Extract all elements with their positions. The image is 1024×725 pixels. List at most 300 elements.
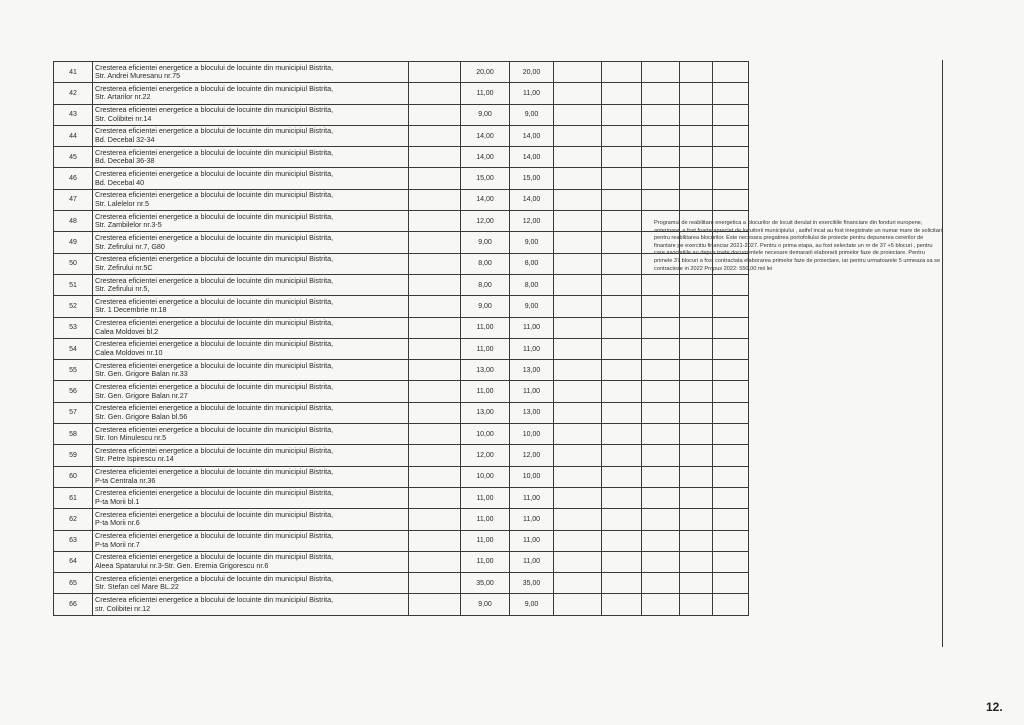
empty-cell [642, 83, 680, 104]
empty-cell [642, 62, 680, 83]
empty-cell [554, 338, 602, 359]
empty-cell [602, 381, 642, 402]
empty-cell [713, 296, 749, 317]
empty-cell [713, 402, 749, 423]
empty-cell [409, 402, 461, 423]
row-number: 47 [54, 189, 93, 210]
description-line-1: Cresterea eficientei energetice a blocului de locuinte din municipiul Bistrita, [95, 509, 334, 519]
description-line-1: Cresterea eficientei energetice a blocului de locuinte din municipiul Bistrita, [95, 488, 334, 498]
empty-cell [713, 338, 749, 359]
empty-cell [554, 381, 602, 402]
value-total: 12,00 [461, 211, 510, 232]
table-row [54, 424, 749, 445]
value-2022: 11,00 [510, 509, 554, 530]
empty-cell [409, 509, 461, 530]
value-2022: 11,00 [510, 551, 554, 572]
empty-cell [602, 62, 642, 83]
value-total: 14,00 [461, 189, 510, 210]
empty-cell [642, 338, 680, 359]
project-description [93, 360, 409, 381]
empty-cell [642, 317, 680, 338]
value-total: 13,00 [461, 360, 510, 381]
description-line-1: Cresterea eficientei energetice a blocului de locuinte din municipiul Bistrita, [95, 318, 334, 328]
description-line-2: Bd. Decebal 36-38 [95, 156, 155, 166]
project-description [93, 83, 409, 104]
empty-cell [602, 189, 642, 210]
empty-cell [554, 594, 602, 615]
description-line-2: Str. Zefirului nr.7, G80 [95, 241, 165, 251]
project-description [93, 317, 409, 338]
table-row [54, 594, 749, 615]
description-line-2: Str. Artarilor nr.22 [95, 92, 151, 102]
value-2022: 11,00 [510, 487, 554, 508]
empty-cell [409, 594, 461, 615]
value-2022: 12,00 [510, 445, 554, 466]
right-border-line [942, 60, 943, 647]
empty-cell [602, 338, 642, 359]
row-number: 48 [54, 211, 93, 232]
value-total: 15,00 [461, 168, 510, 189]
table-row [54, 509, 749, 530]
table-row [54, 147, 749, 168]
table-row [54, 466, 749, 487]
empty-cell [602, 211, 642, 232]
row-number: 63 [54, 530, 93, 551]
description-line-2: Str. Zefirului nr.5, [95, 284, 150, 294]
empty-cell [642, 402, 680, 423]
value-total: 13,00 [461, 402, 510, 423]
value-2022: 9,00 [510, 296, 554, 317]
project-description [93, 211, 409, 232]
description-line-2: Str. Andrei Muresanu nr.75 [95, 71, 181, 81]
empty-cell [680, 594, 713, 615]
empty-cell [642, 147, 680, 168]
table-row [54, 211, 749, 232]
project-description [93, 338, 409, 359]
empty-cell [602, 232, 642, 253]
empty-cell [642, 125, 680, 146]
project-description [93, 125, 409, 146]
description-line-2: Str. Ion Minulescu nr.5 [95, 433, 167, 443]
empty-cell [713, 466, 749, 487]
empty-cell [554, 487, 602, 508]
empty-cell [680, 104, 713, 125]
empty-cell [680, 168, 713, 189]
description-line-1: Cresterea eficientei energetice a blocului de locuinte din municipiul Bistrita, [95, 211, 334, 221]
empty-cell [409, 338, 461, 359]
empty-cell [554, 402, 602, 423]
project-description [93, 168, 409, 189]
value-2022: 14,00 [510, 125, 554, 146]
empty-cell [642, 594, 680, 615]
empty-cell [642, 551, 680, 572]
description-line-1: Cresterea eficientei energetice a blocului de locuinte din municipiul Bistrita, [95, 190, 334, 200]
empty-cell [554, 62, 602, 83]
empty-cell [409, 296, 461, 317]
table-row [54, 125, 749, 146]
row-number: 50 [54, 253, 93, 274]
empty-cell [642, 573, 680, 594]
empty-cell [713, 147, 749, 168]
value-total: 11,00 [461, 530, 510, 551]
row-number: 60 [54, 466, 93, 487]
table-row [54, 338, 749, 359]
empty-cell [554, 274, 602, 295]
description-line-2: Calea Moldovei nr.10 [95, 348, 163, 357]
empty-cell [713, 125, 749, 146]
empty-cell [642, 274, 680, 295]
empty-cell [602, 360, 642, 381]
value-total: 11,00 [461, 83, 510, 104]
description-line-1: Cresterea eficientei energetice a blocului de locuinte din municipiul Bistrita, [95, 339, 334, 349]
table-row [54, 168, 749, 189]
value-total: 12,00 [461, 445, 510, 466]
empty-cell [409, 487, 461, 508]
description-line-1: Cresterea eficientei energetice a blocului de locuinte din municipiul Bistrita, [95, 573, 334, 583]
empty-cell [554, 125, 602, 146]
empty-cell [642, 296, 680, 317]
investment-table [53, 61, 749, 616]
description-line-1: Cresterea eficientei energetice a blocului de locuinte din municipiul Bistrita, [95, 467, 334, 477]
empty-cell [409, 573, 461, 594]
empty-cell [409, 125, 461, 146]
empty-cell [554, 147, 602, 168]
description-line-2: Str. Stefan cel Mare BL.22 [95, 582, 179, 592]
value-total: 10,00 [461, 466, 510, 487]
value-2022: 8,00 [510, 253, 554, 274]
empty-cell [680, 402, 713, 423]
description-line-2: Str. Petre Ispirescu nr.14 [95, 454, 174, 464]
value-2022: 10,00 [510, 466, 554, 487]
description-line-2: Bd. Decebal 40 [95, 177, 145, 187]
empty-cell [713, 573, 749, 594]
empty-cell [554, 168, 602, 189]
empty-cell [554, 253, 602, 274]
value-2022: 15,00 [510, 168, 554, 189]
empty-cell [554, 573, 602, 594]
description-line-1: Cresterea eficientei energetice a blocului de locuinte din municipiul Bistrita, [95, 403, 334, 413]
empty-cell [680, 573, 713, 594]
value-total: 20,00 [461, 62, 510, 83]
value-total: 11,00 [461, 551, 510, 572]
empty-cell [602, 551, 642, 572]
row-number: 52 [54, 296, 93, 317]
project-description [93, 104, 409, 125]
row-number: 41 [54, 62, 93, 83]
project-description [93, 573, 409, 594]
row-number: 58 [54, 424, 93, 445]
empty-cell [409, 466, 461, 487]
description-line-2: Str. Zambilelor nr.3-5 [95, 220, 162, 230]
empty-cell [713, 445, 749, 466]
empty-cell [554, 189, 602, 210]
value-total: 11,00 [461, 317, 510, 338]
empty-cell [554, 551, 602, 572]
table-row [54, 551, 749, 572]
empty-cell [713, 487, 749, 508]
value-2022: 9,00 [510, 232, 554, 253]
row-number: 59 [54, 445, 93, 466]
empty-cell [680, 147, 713, 168]
row-number: 65 [54, 573, 93, 594]
empty-cell [680, 296, 713, 317]
empty-cell [554, 466, 602, 487]
empty-cell [409, 424, 461, 445]
table-row [54, 573, 749, 594]
empty-cell [680, 338, 713, 359]
empty-cell [713, 274, 749, 295]
project-description [93, 509, 409, 530]
empty-cell [602, 83, 642, 104]
value-total: 11,00 [461, 381, 510, 402]
project-description [93, 296, 409, 317]
row-number: 62 [54, 509, 93, 530]
empty-cell [554, 530, 602, 551]
empty-cell [409, 62, 461, 83]
empty-cell [713, 381, 749, 402]
program-note: Programul de reabilitare energetica a blocurilor de locuit derulat in exercitiile financiare din fonduri europene, anterioare, a fost foarte apreciat de locuitorii municipiului , astfel incat au fost inregistrate un numar mare de solicitari pentru reabilitarea blocurilor. Este necesara pregatirea portofoliului de proiecte pentru depunerea cererilor de finantare pe exercitiu financiar 2021-2027. Pentru o prima etapa, au fost selectate un nr de 37 +5 blocuri , pentru care asociatiile au depus toate documentele necesare demararii elaborarii primelor faze de proiectare. Pentru primele 37 blocuri a fost contractata elaborarea primelor faze de proiectare, iar pentru urmatoarele 5 urmeaza sa se contracteze in 2022 Propus 2022: 550,00 mii lei [654, 220, 942, 272]
project-description [93, 147, 409, 168]
value-2022: 14,00 [510, 147, 554, 168]
empty-cell [680, 317, 713, 338]
empty-cell [409, 381, 461, 402]
description-line-2: P-ta Morii bl.1 [95, 497, 140, 507]
description-line-2: Aleea Spatarului nr.3-Str. Gen. Eremia Grigorescu nr.6 [95, 560, 269, 570]
table-row [54, 360, 749, 381]
value-total: 9,00 [461, 104, 510, 125]
row-number: 49 [54, 232, 93, 253]
project-description [93, 274, 409, 295]
empty-cell [642, 168, 680, 189]
empty-cell [554, 360, 602, 381]
empty-cell [680, 445, 713, 466]
row-number: 51 [54, 274, 93, 295]
empty-cell [409, 317, 461, 338]
empty-cell [409, 232, 461, 253]
table-row [54, 381, 749, 402]
table-row [54, 296, 749, 317]
empty-cell [642, 487, 680, 508]
empty-cell [680, 530, 713, 551]
empty-cell [713, 317, 749, 338]
description-line-2: str. Colibitei nr.12 [95, 603, 151, 613]
empty-cell [409, 551, 461, 572]
row-number: 56 [54, 381, 93, 402]
value-2022: 35,00 [510, 573, 554, 594]
row-number: 53 [54, 317, 93, 338]
empty-cell [680, 466, 713, 487]
description-line-1: Cresterea eficientei energetice a blocului de locuinte din municipiul Bistrita, [95, 552, 334, 562]
value-2022: 11,00 [510, 381, 554, 402]
table-row [54, 83, 749, 104]
row-number: 57 [54, 402, 93, 423]
description-line-1: Cresterea eficientei energetice a blocului de locuinte din municipiul Bistrita, [95, 83, 334, 93]
description-line-1: Cresterea eficientei energetice a blocului de locuinte din municipiul Bistrita, [95, 254, 334, 264]
project-description [93, 445, 409, 466]
description-line-1: Cresterea eficientei energetice a blocului de locuinte din municipiul Bistrita, [95, 147, 334, 157]
project-description [93, 551, 409, 572]
empty-cell [713, 360, 749, 381]
empty-cell [680, 381, 713, 402]
description-line-1: Cresterea eficientei energetice a blocului de locuinte din municipiul Bistrita, [95, 275, 334, 285]
value-2022: 20,00 [510, 62, 554, 83]
value-total: 11,00 [461, 338, 510, 359]
value-2022: 8,00 [510, 274, 554, 295]
empty-cell [713, 62, 749, 83]
row-number: 64 [54, 551, 93, 572]
description-line-1: Cresterea eficientei energetice a blocului de locuinte din municipiul Bistrita, [95, 360, 334, 370]
table-row [54, 253, 749, 274]
empty-cell [680, 189, 713, 210]
empty-cell [409, 189, 461, 210]
description-line-2: Str. Gen. Grigore Balan nr.27 [95, 390, 188, 400]
empty-cell [409, 360, 461, 381]
value-2022: 12,00 [510, 211, 554, 232]
row-number: 45 [54, 147, 93, 168]
description-line-2: Str. Zefirului nr.5C [95, 262, 153, 272]
empty-cell [680, 509, 713, 530]
value-2022: 11,00 [510, 83, 554, 104]
empty-cell [602, 530, 642, 551]
value-2022: 11,00 [510, 530, 554, 551]
description-line-2: Str. Gen. Grigore Balan nr.33 [95, 369, 188, 379]
table-row [54, 487, 749, 508]
empty-cell [554, 104, 602, 125]
project-description [93, 424, 409, 445]
empty-cell [409, 274, 461, 295]
empty-cell [713, 594, 749, 615]
empty-cell [680, 125, 713, 146]
empty-cell [680, 424, 713, 445]
description-line-2: Calea Moldovei bl.2 [95, 326, 159, 336]
empty-cell [602, 296, 642, 317]
row-number: 43 [54, 104, 93, 125]
value-total: 14,00 [461, 125, 510, 146]
value-2022: 10,00 [510, 424, 554, 445]
description-line-2: Str. 1 Decembrie nr.18 [95, 305, 167, 315]
empty-cell [409, 147, 461, 168]
description-line-2: Str. Gen. Grigore Balan bl.56 [95, 411, 188, 421]
row-number: 61 [54, 487, 93, 508]
table-row [54, 189, 749, 210]
empty-cell [713, 83, 749, 104]
row-number: 66 [54, 594, 93, 615]
value-total: 11,00 [461, 509, 510, 530]
value-2022: 13,00 [510, 402, 554, 423]
empty-cell [680, 551, 713, 572]
empty-cell [602, 466, 642, 487]
value-total: 8,00 [461, 274, 510, 295]
value-2022: 14,00 [510, 189, 554, 210]
description-line-1: Cresterea eficientei energetice a blocului de locuinte din municipiul Bistrita, [95, 531, 334, 541]
table-row [54, 402, 749, 423]
project-description [93, 594, 409, 615]
description-line-1: Cresterea eficientei energetice a blocului de locuinte din municipiul Bistrita, [95, 594, 334, 604]
project-description [93, 232, 409, 253]
project-description [93, 402, 409, 423]
empty-cell [713, 168, 749, 189]
empty-cell [602, 125, 642, 146]
empty-cell [409, 530, 461, 551]
empty-cell [554, 232, 602, 253]
empty-cell [642, 466, 680, 487]
empty-cell [602, 104, 642, 125]
table-row [54, 62, 749, 83]
description-line-1: Cresterea eficientei energetice a blocului de locuinte din municipiul Bistrita, [95, 296, 334, 306]
empty-cell [680, 83, 713, 104]
empty-cell [602, 168, 642, 189]
value-2022: 9,00 [510, 594, 554, 615]
description-line-2: P-ta Morii nr.6 [95, 518, 140, 528]
empty-cell [642, 360, 680, 381]
value-total: 9,00 [461, 296, 510, 317]
project-description [93, 530, 409, 551]
description-line-1: Cresterea eficientei energetice a blocului de locuinte din municipiul Bistrita, [95, 105, 334, 115]
empty-cell [602, 445, 642, 466]
description-line-2: Bd. Decebal 32-34 [95, 135, 155, 145]
project-description [93, 62, 409, 83]
empty-cell [602, 487, 642, 508]
empty-cell [713, 530, 749, 551]
empty-cell [409, 83, 461, 104]
empty-cell [602, 509, 642, 530]
row-number: 46 [54, 168, 93, 189]
project-description [93, 189, 409, 210]
table-row [54, 445, 749, 466]
table-row [54, 232, 749, 253]
empty-cell [554, 83, 602, 104]
empty-cell [713, 104, 749, 125]
project-description [93, 487, 409, 508]
empty-cell [680, 62, 713, 83]
description-line-1: Cresterea eficientei energetice a blocului de locuinte din municipiul Bistrita, [95, 126, 334, 136]
empty-cell [602, 573, 642, 594]
empty-cell [642, 381, 680, 402]
empty-cell [680, 487, 713, 508]
empty-cell [642, 424, 680, 445]
value-total: 9,00 [461, 594, 510, 615]
value-total: 9,00 [461, 232, 510, 253]
empty-cell [642, 189, 680, 210]
description-line-1: Cresterea eficientei energetice a blocului de locuinte din municipiul Bistrita, [95, 62, 334, 72]
description-line-2: Str. Colibitei nr.14 [95, 113, 152, 123]
empty-cell [554, 296, 602, 317]
empty-cell [409, 211, 461, 232]
row-number: 54 [54, 338, 93, 359]
description-line-1: Cresterea eficientei energetice a blocului de locuinte din municipiul Bistrita, [95, 382, 334, 391]
empty-cell [642, 530, 680, 551]
empty-cell [409, 253, 461, 274]
value-total: 11,00 [461, 487, 510, 508]
description-line-1: Cresterea eficientei energetice a blocului de locuinte din municipiul Bistrita, [95, 424, 334, 434]
empty-cell [680, 360, 713, 381]
empty-cell [713, 509, 749, 530]
empty-cell [602, 317, 642, 338]
project-description [93, 466, 409, 487]
value-2022: 11,00 [510, 338, 554, 359]
description-line-2: Str. Lalelelor nr.5 [95, 198, 149, 208]
row-number: 42 [54, 83, 93, 104]
table-row [54, 274, 749, 295]
value-2022: 13,00 [510, 360, 554, 381]
description-line-1: Cresterea eficientei energetice a blocului de locuinte din municipiul Bistrita, [95, 445, 334, 455]
value-total: 8,00 [461, 253, 510, 274]
value-total: 35,00 [461, 573, 510, 594]
empty-cell [554, 509, 602, 530]
empty-cell [642, 445, 680, 466]
table-row [54, 530, 749, 551]
value-total: 14,00 [461, 147, 510, 168]
